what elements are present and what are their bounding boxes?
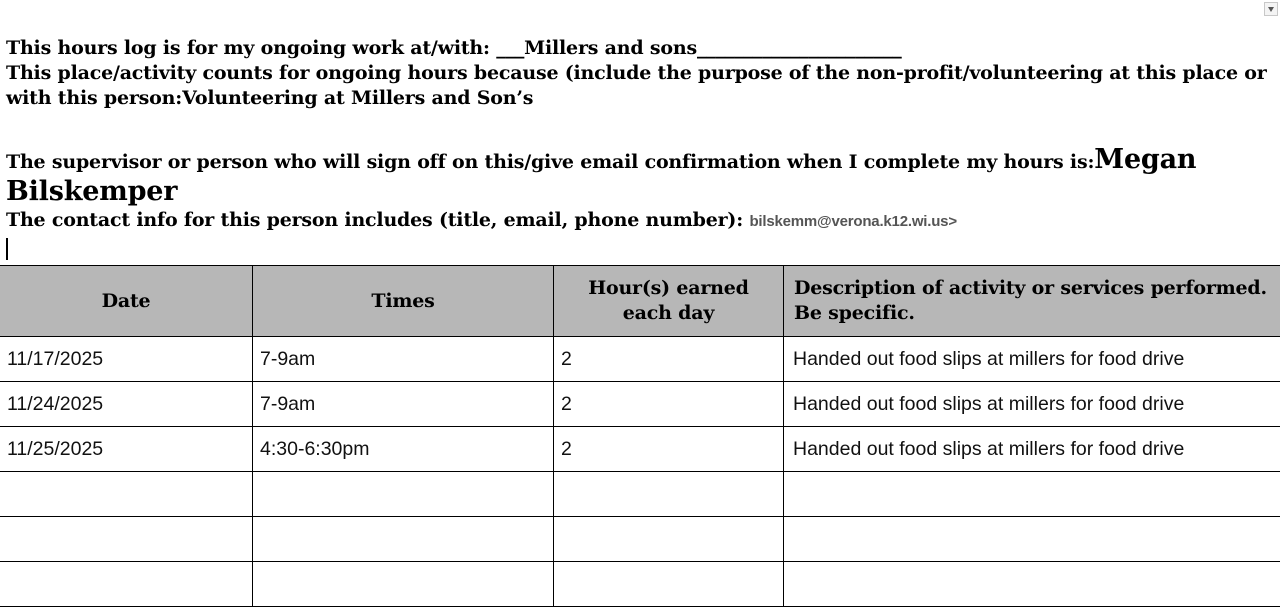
purpose-line: This place/activity counts for ongoing hours because (include the purpose of the non-profit/volunteering at this place or with this person:Volunteering at Millers and Son’s — [6, 61, 1278, 111]
cell-hours[interactable]: 2 — [554, 427, 784, 472]
cell-times[interactable]: 7-9am — [253, 382, 554, 427]
cell-description[interactable] — [784, 562, 1280, 607]
cell-hours[interactable]: 2 — [554, 382, 784, 427]
cell-description[interactable] — [784, 472, 1280, 517]
cell-description[interactable] — [784, 517, 1280, 562]
cell-date[interactable]: 11/17/2025 — [0, 337, 253, 382]
cell-description[interactable]: Handed out food slips at millers for food drive — [784, 427, 1280, 472]
supervisor-line — [6, 144, 1278, 208]
supervisor-name: Megan Bilskemper — [6, 144, 1196, 207]
cell-times[interactable] — [253, 562, 554, 607]
text-cursor — [6, 238, 8, 260]
table-row — [0, 517, 1280, 562]
table-row — [0, 427, 1280, 472]
document-body[interactable] — [6, 36, 1278, 260]
table-row — [0, 337, 1280, 382]
contact-email: bilskemm@verona.k12.wi.us> — [749, 213, 956, 230]
cell-date[interactable]: 11/25/2025 — [0, 427, 253, 472]
cell-date[interactable] — [0, 472, 253, 517]
table-row — [0, 562, 1280, 607]
header-times: Times — [253, 266, 554, 337]
cell-hours[interactable] — [554, 517, 784, 562]
table-row — [0, 382, 1280, 427]
table-header-row — [0, 266, 1280, 337]
cell-date[interactable] — [0, 562, 253, 607]
cell-date[interactable]: 11/24/2025 — [0, 382, 253, 427]
header-date: Date — [0, 266, 253, 337]
contact-line — [6, 208, 1278, 234]
cell-hours[interactable] — [554, 562, 784, 607]
blank-line — [6, 111, 1278, 144]
cell-date[interactable] — [0, 517, 253, 562]
header-description: Description of activity or services performed. Be specific. — [784, 266, 1280, 337]
cell-description[interactable]: Handed out food slips at millers for food drive — [784, 382, 1280, 427]
cell-description[interactable]: Handed out food slips at millers for food drive — [784, 337, 1280, 382]
cell-hours[interactable]: 2 — [554, 337, 784, 382]
work-location-line: This hours log is for my ongoing work at/with: ___Millers and sons______________________ — [6, 36, 1278, 61]
hours-log-table — [0, 265, 1280, 607]
cell-hours[interactable] — [554, 472, 784, 517]
header-hours: Hour(s) earned each day — [554, 266, 784, 337]
contact-label: The contact info for this person includes (title, email, phone number): — [6, 209, 749, 231]
cell-times[interactable] — [253, 472, 554, 517]
dropdown-arrow-icon[interactable] — [1264, 2, 1278, 16]
supervisor-label: The supervisor or person who will sign off on this/give email confirmation when I complete my hours is: — [6, 151, 1094, 173]
cell-times[interactable]: 7-9am — [253, 337, 554, 382]
cell-times[interactable]: 4:30-6:30pm — [253, 427, 554, 472]
cell-times[interactable] — [253, 517, 554, 562]
table-row — [0, 472, 1280, 517]
